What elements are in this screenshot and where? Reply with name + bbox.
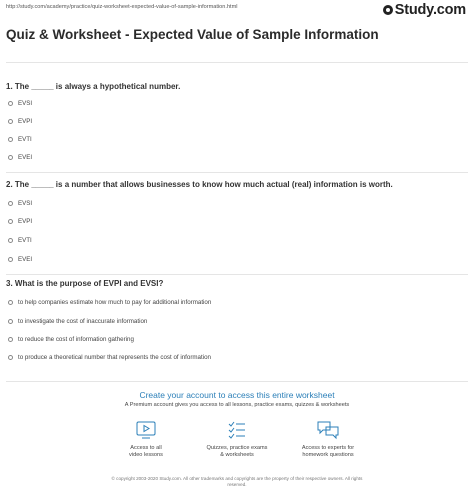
feature-video-lessons — [106, 420, 186, 459]
question-1-text: 1. The _____ is always a hypothetical number. — [6, 82, 181, 91]
premium-account-description: A Premium account gives you access to all lessons, practice exams, quizzes & worksheets — [124, 402, 350, 408]
question-1-option-2[interactable]: EVPI — [8, 116, 32, 126]
radio-button-icon — [8, 119, 13, 124]
feature-quizzes — [197, 420, 277, 459]
divider — [6, 172, 468, 173]
divider — [6, 381, 468, 382]
question-3-option-1[interactable]: to help companies estimate how much to pay for additional information — [8, 297, 211, 307]
question-1-option-1[interactable]: EVSI — [8, 98, 32, 108]
radio-button-icon — [8, 300, 13, 305]
question-2-text: 2. The _____ is a number that allows businesses to know how much actual (real) information is worth. — [6, 180, 393, 189]
quiz-checklist-icon — [226, 420, 248, 440]
copyright-footer — [90, 476, 384, 488]
feature-video-line2: video lessons — [129, 452, 163, 458]
copyright-line2: reserved. — [227, 482, 247, 487]
radio-button-icon — [8, 257, 13, 262]
feature-quizzes-line1: Quizzes, practice exams — [206, 445, 268, 451]
study-logo-text: Study.com — [394, 2, 466, 18]
question-2-option-3[interactable]: EVTI — [8, 235, 32, 245]
radio-button-icon — [8, 355, 13, 360]
question-3-option-3[interactable]: to reduce the cost of information gathering — [8, 334, 134, 344]
expert-chat-icon — [316, 420, 340, 440]
question-1-option-3[interactable]: EVTI — [8, 134, 32, 144]
radio-button-icon — [8, 101, 13, 106]
feature-quizzes-line2: & worksheets — [220, 452, 254, 458]
question-2-option-1[interactable]: EVSI — [8, 198, 32, 208]
study-logo-icon — [383, 5, 393, 15]
question-3-option-4[interactable]: to produce a theoretical number that represents the cost of information — [8, 352, 211, 362]
question-1-option-4[interactable]: EVEI — [8, 152, 32, 162]
question-3-text: 3. What is the purpose of EVPI and EVSI? — [6, 279, 164, 288]
radio-button-icon — [8, 137, 13, 142]
copyright-line1: © copyright 2003-2020 Study.com. All other trademarks and copyrights are the property of their respective owners. All rights — [111, 476, 363, 481]
question-2-option-4[interactable]: EVEI — [8, 254, 32, 264]
page-title: Quiz & Worksheet - Expected Value of Sample Information — [6, 27, 379, 42]
video-lesson-icon — [135, 420, 157, 440]
question-3-option-2[interactable]: to investigate the cost of inaccurate information — [8, 316, 147, 326]
study-logo[interactable] — [383, 1, 466, 19]
page-url: http://study.com/academy/practice/quiz-worksheet-expected-value-of-sample-information.html — [6, 4, 238, 10]
feature-experts-line2: homework questions — [302, 452, 354, 458]
feature-experts — [288, 420, 368, 459]
radio-button-icon — [8, 201, 13, 206]
radio-button-icon — [8, 337, 13, 342]
question-2-option-2[interactable]: EVPI — [8, 216, 32, 226]
radio-button-icon — [8, 155, 13, 160]
create-account-link[interactable]: Create your account to access this entire worksheet — [139, 390, 335, 400]
feature-video-line1: Access to all — [130, 445, 162, 451]
divider — [6, 274, 468, 275]
radio-button-icon — [8, 219, 13, 224]
divider — [6, 62, 468, 63]
feature-experts-line1: Access to experts for — [301, 445, 355, 451]
radio-button-icon — [8, 238, 13, 243]
radio-button-icon — [8, 319, 13, 324]
